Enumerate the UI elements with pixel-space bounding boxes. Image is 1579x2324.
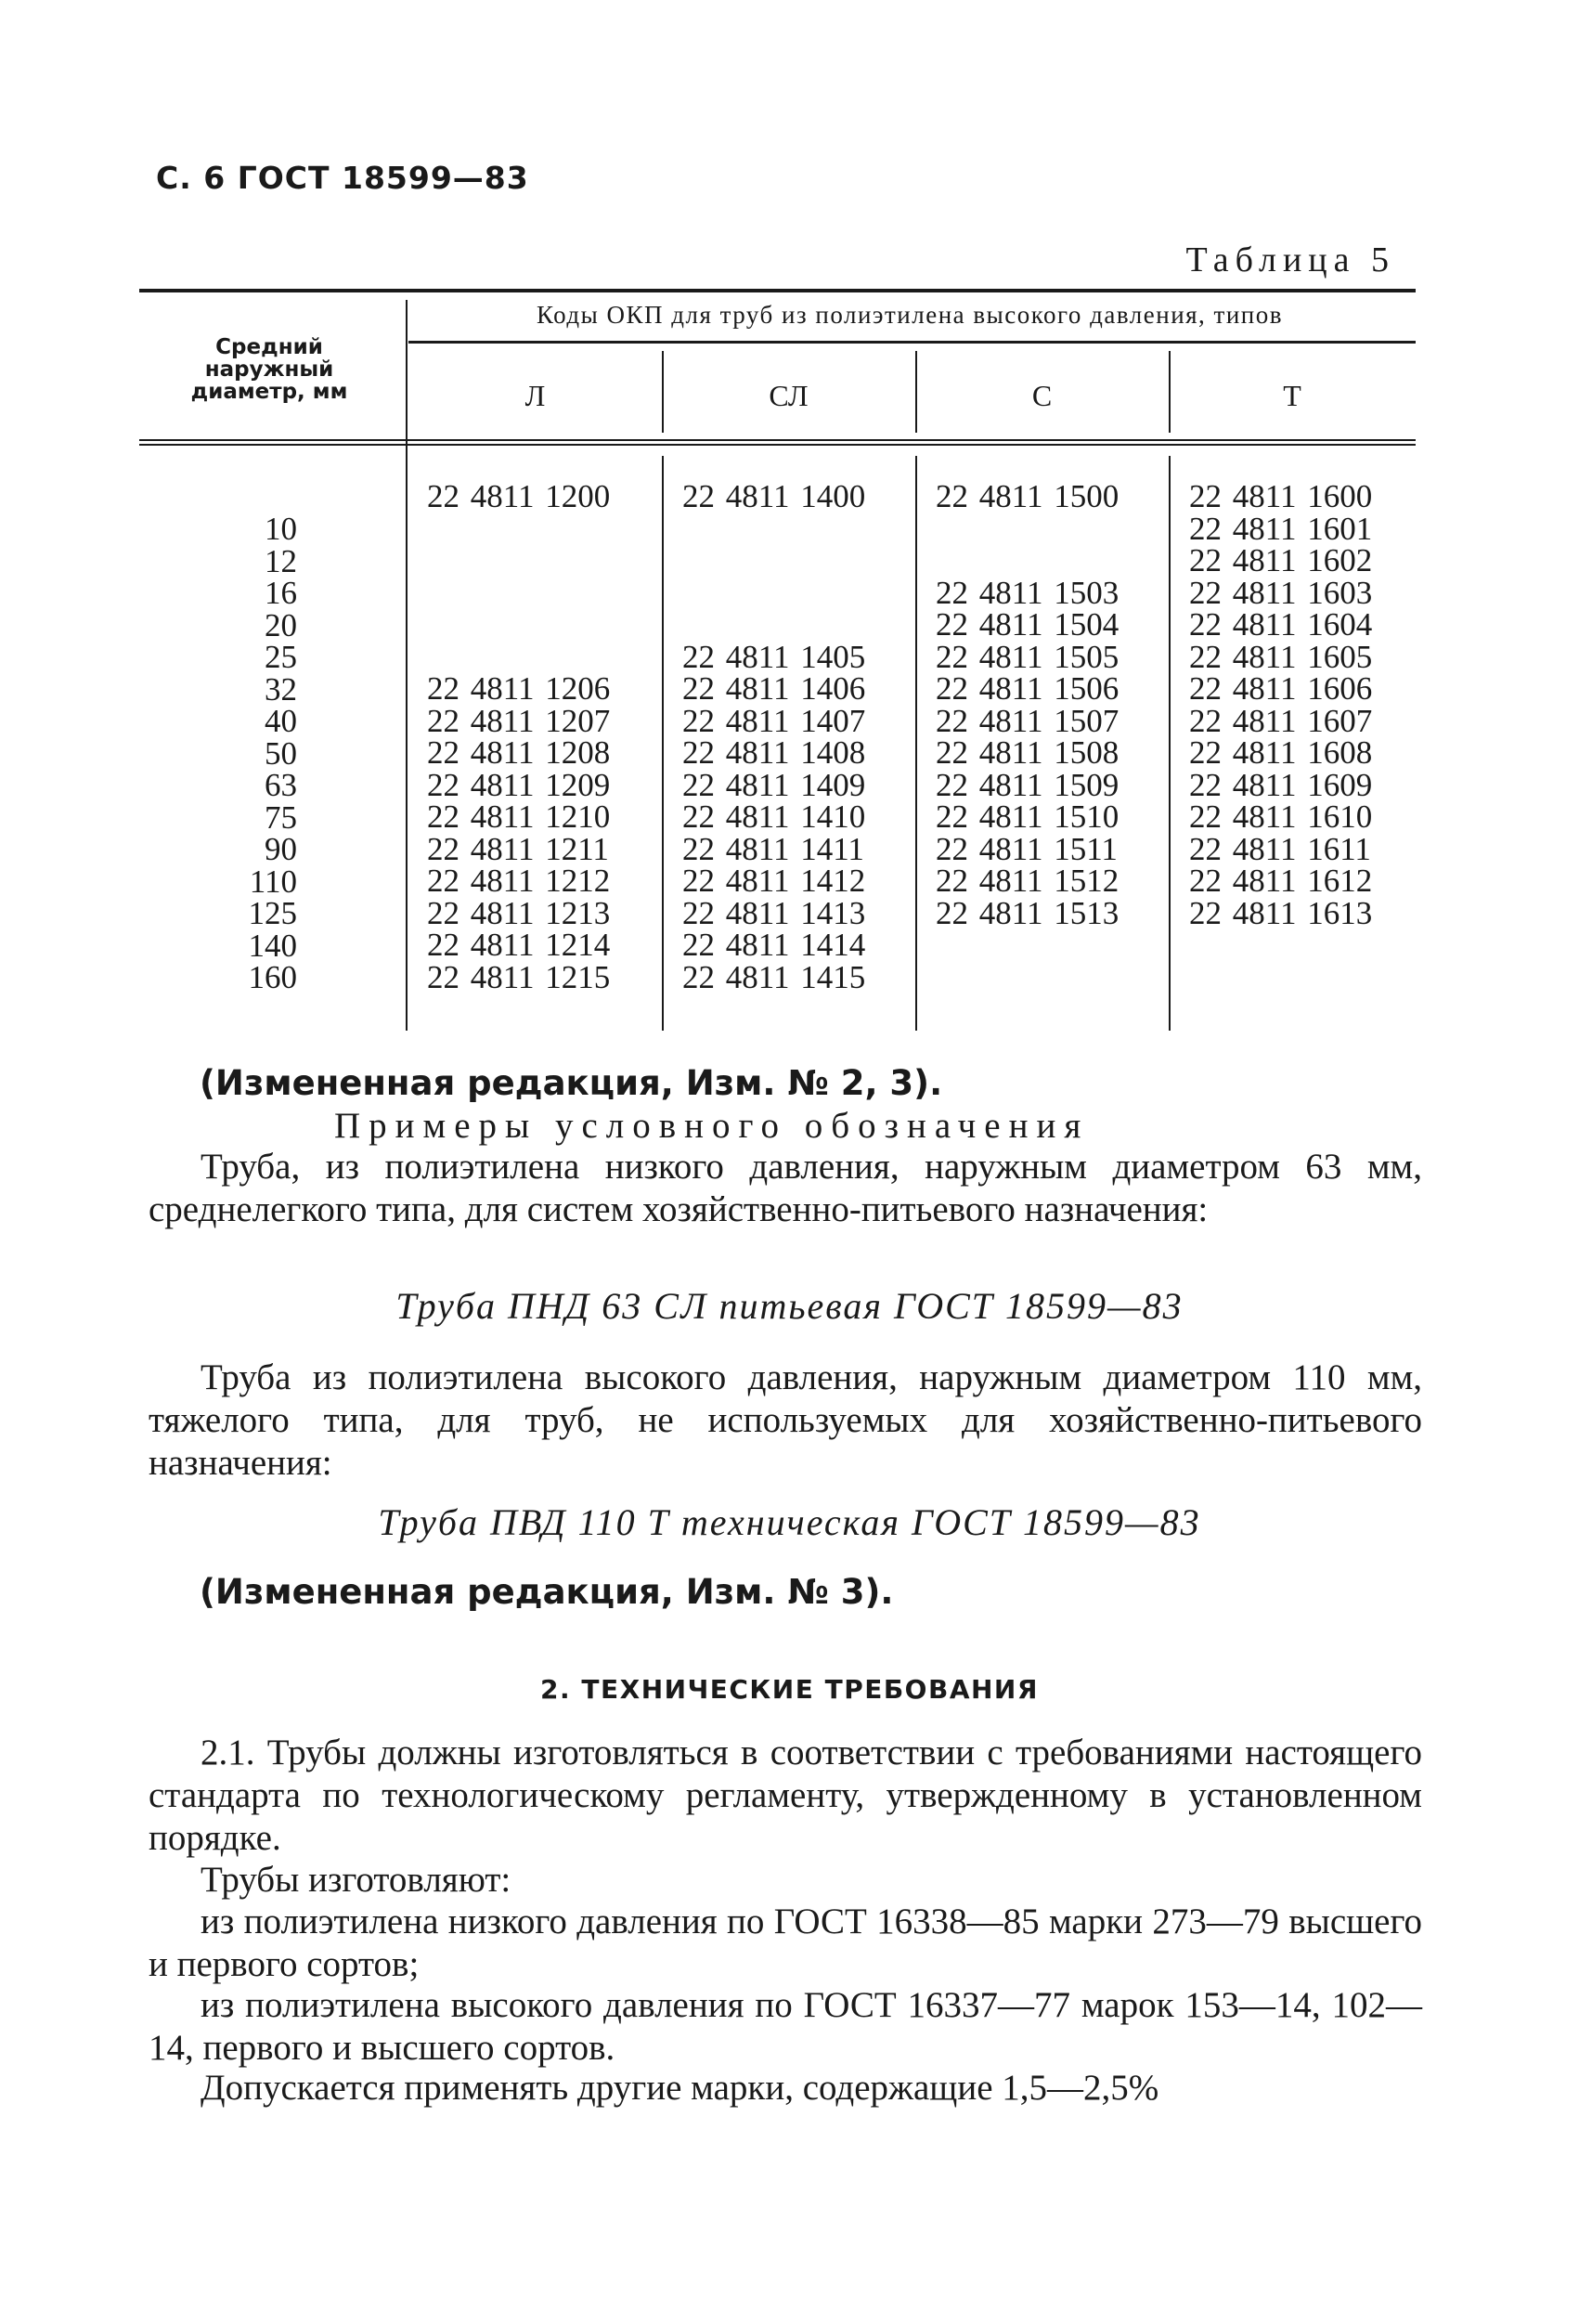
okp-code-cell: 22 4811 1207 <box>427 702 611 739</box>
example-2-text: Труба из полиэтилена высокого давления, наружным диаметром 110 мм, тяжелого типа, для труб, не используемых для хозяйственно-питьевого назначения: <box>149 1357 1422 1483</box>
stub-header-line-1: Средний <box>215 335 323 359</box>
okp-code-cell: 22 4811 1410 <box>682 798 866 835</box>
table-divider-stub <box>406 300 408 1031</box>
okp-code-cell: 22 4811 1507 <box>936 702 1120 739</box>
table-divider-s-t-body <box>1169 456 1171 1031</box>
table-divider-l-sl-body <box>662 456 664 1031</box>
codes-column-t <box>1189 478 1373 993</box>
okp-code-cell <box>1189 929 1372 962</box>
paragraph-other-grades: Допускается применять другие марки, содержащие 1,5—2,5% <box>201 2068 1159 2108</box>
stub-header-line-3: диаметр, мм <box>190 380 348 404</box>
stub-header <box>139 336 399 403</box>
okp-code-cell: 22 4811 1412 <box>682 863 866 899</box>
okp-code-cell: 22 4811 1608 <box>1189 734 1373 771</box>
okp-code-cell: 22 4811 1411 <box>682 830 864 867</box>
table-caption: Таблица 5 <box>1185 240 1395 279</box>
diameter-cell: 75 <box>265 798 297 836</box>
revision-note-2: (Измененная редакция, Изм. № 3). <box>200 1572 894 1612</box>
okp-code-cell: 22 4811 1510 <box>936 798 1120 835</box>
okp-code-cell: 22 4811 1213 <box>427 894 611 931</box>
diameter-cell: 140 <box>248 927 297 964</box>
okp-code-cell: 22 4811 1208 <box>427 734 611 771</box>
paragraph-hdpe: из полиэтилена низкого давления по ГОСТ 16338—85 марки 273—79 высшего и первого сортов; <box>149 1902 1422 1984</box>
okp-code-cell: 22 4811 1215 <box>427 958 611 995</box>
okp-code-cell: 22 4811 1513 <box>936 894 1120 931</box>
okp-code-cell: 22 4811 1407 <box>682 702 866 739</box>
okp-code-cell <box>427 513 610 546</box>
okp-code-cell: 22 4811 1603 <box>1189 574 1373 611</box>
paragraph-ldpe: из полиэтилена высокого давления по ГОСТ 16337—77 марок 153—14, 102—14, первого и высшего сортов. <box>149 1985 1422 2068</box>
diameter-cell: 125 <box>248 895 297 931</box>
example-1-text: Труба, из полиэтилена низкого давления, наружным диаметром 63 мм, среднелегкого типа, для систем хозяйственно-питьевого назначения: <box>149 1147 1422 1229</box>
codes-column-sl <box>682 478 866 995</box>
okp-code-cell: 22 4811 1612 <box>1189 863 1373 899</box>
paragraph-2-1: 2.1. Трубы должны изготовляться в соответствии с требованиями настоящего стандарта по технологическому регламенту, утвержденному в установленном порядке. <box>149 1733 1422 1858</box>
okp-code-cell: 22 4811 1200 <box>427 478 611 514</box>
examples-heading: Примеры условного обозначения <box>334 1106 1090 1146</box>
table-subheader-rule <box>408 341 1416 344</box>
okp-code-cell <box>682 578 865 610</box>
okp-code-cell: 22 4811 1408 <box>682 734 866 771</box>
codes-column-l <box>427 478 611 995</box>
okp-code-cell: 22 4811 1500 <box>936 478 1120 514</box>
okp-code-cell: 22 4811 1415 <box>682 958 866 995</box>
okp-code-cell: 22 4811 1414 <box>682 927 866 963</box>
example-1-designation: Труба ПНД 63 СЛ питьевая ГОСТ 18599—83 <box>395 1285 1184 1327</box>
table-header-rule <box>139 439 1416 446</box>
diameter-cell: 50 <box>265 734 297 772</box>
okp-code-cell: 22 4811 1505 <box>936 638 1120 675</box>
type-header-l: Л <box>524 379 546 412</box>
okp-code-cell <box>936 929 1119 962</box>
okp-code-cell: 22 4811 1600 <box>1189 478 1373 514</box>
okp-code-cell: 22 4811 1506 <box>936 670 1120 707</box>
okp-code-cell <box>936 545 1119 578</box>
okp-code-cell: 22 4811 1406 <box>682 670 866 707</box>
okp-code-cell: 22 4811 1611 <box>1189 830 1371 867</box>
okp-code-cell <box>936 513 1119 546</box>
okp-code-cell: 22 4811 1409 <box>682 766 866 803</box>
okp-code-cell <box>427 578 610 610</box>
diameter-cell: 110 <box>249 863 297 900</box>
okp-code-cell: 22 4811 1601 <box>1189 510 1373 547</box>
okp-code-cell: 22 4811 1602 <box>1189 542 1373 578</box>
type-header-s: С <box>1031 379 1053 412</box>
okp-code-cell <box>936 962 1119 994</box>
okp-code-cell <box>682 609 865 642</box>
okp-code-cell <box>427 609 610 642</box>
okp-code-cell: 22 4811 1604 <box>1189 606 1373 643</box>
diameter-cell: 16 <box>265 575 297 611</box>
okp-code-cell: 22 4811 1509 <box>936 766 1120 803</box>
diameter-cell: 32 <box>265 670 297 708</box>
diameter-cell: 40 <box>265 703 297 739</box>
okp-code-cell <box>682 513 865 546</box>
diameter-cell: 63 <box>265 767 297 803</box>
diameter-cell: 90 <box>265 831 297 867</box>
diameter-cell: 25 <box>265 639 297 675</box>
okp-code-cell <box>1189 962 1372 994</box>
okp-code-cell: 22 4811 1503 <box>936 574 1120 611</box>
okp-code-cell: 22 4811 1504 <box>936 606 1120 643</box>
table-top-rule <box>139 289 1416 292</box>
table-divider-sl-s-body <box>915 456 917 1031</box>
section-title: 2. ТЕХНИЧЕСКИЕ ТРЕБОВАНИЯ <box>540 1674 1039 1705</box>
example-2-designation: Труба ПВД 110 Т техническая ГОСТ 18599—83 <box>378 1501 1201 1543</box>
okp-code-cell: 22 4811 1405 <box>682 638 866 675</box>
okp-code-cell: 22 4811 1607 <box>1189 702 1373 739</box>
okp-code-cell: 22 4811 1511 <box>936 830 1118 867</box>
okp-code-cell: 22 4811 1613 <box>1189 894 1373 931</box>
diameter-cell: 20 <box>265 606 297 643</box>
okp-code-cell: 22 4811 1214 <box>427 927 611 963</box>
diameter-cell: 12 <box>265 542 297 579</box>
okp-code-cell: 22 4811 1606 <box>1189 670 1373 707</box>
spanner-header: Коды ОКП для труб из полиэтилена высокого давления, типов <box>536 301 1284 329</box>
okp-code-cell: 22 4811 1400 <box>682 478 866 514</box>
stub-header-line-2: наружный <box>204 357 334 382</box>
diameter-cell: 10 <box>265 511 297 547</box>
okp-code-cell: 22 4811 1212 <box>427 863 611 899</box>
diameter-column <box>195 513 297 994</box>
okp-code-cell: 22 4811 1609 <box>1189 766 1373 803</box>
type-header-t: Т <box>1283 379 1301 412</box>
okp-code-cell: 22 4811 1610 <box>1189 798 1373 835</box>
okp-code-cell: 22 4811 1211 <box>427 830 609 867</box>
paragraph-made-from: Трубы изготовляют: <box>201 1860 511 1900</box>
okp-code-cell: 22 4811 1210 <box>427 798 611 835</box>
revision-note-1: (Измененная редакция, Изм. № 2, 3). <box>200 1063 943 1103</box>
okp-code-cell: 22 4811 1209 <box>427 766 611 803</box>
okp-code-cell: 22 4811 1605 <box>1189 638 1373 675</box>
type-header-sl: СЛ <box>769 379 809 412</box>
okp-code-cell: 22 4811 1512 <box>936 863 1120 899</box>
okp-code-cell <box>682 545 865 578</box>
okp-code-cell <box>427 545 610 578</box>
okp-code-cell: 22 4811 1206 <box>427 670 611 707</box>
okp-code-cell: 22 4811 1413 <box>682 894 866 931</box>
okp-code-cell <box>427 642 610 674</box>
okp-code-cell: 22 4811 1508 <box>936 734 1120 771</box>
diameter-cell: 160 <box>248 959 297 995</box>
running-head: С. 6 ГОСТ 18599—83 <box>156 160 529 196</box>
codes-column-s <box>936 478 1120 993</box>
